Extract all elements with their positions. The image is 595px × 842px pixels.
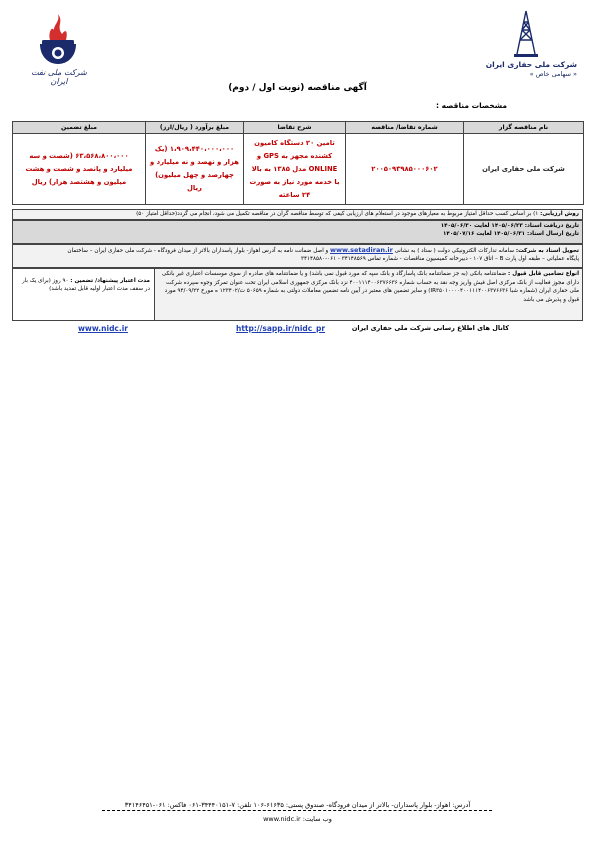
validity-box xyxy=(13,269,155,320)
receive-date: تاریخ دریافت اسناد: ۱۴۰۵/۰۶/۲۳ لغایت ۱۴۰۵/۰۶/۳۰ xyxy=(440,223,579,229)
table-header-row xyxy=(13,122,584,134)
company-name: شرکت ملی حفاری ایران xyxy=(485,60,577,69)
description-cell: تامین ۲۰ دستگاه کامیون کشنده مجهز به GPS و ONLINE مدل ۱۳۸۵ به بالا با خدمه مورد نیاز به صورت ۲۴ ساعته xyxy=(244,134,346,205)
specs-heading: مشخصات مناقصه : xyxy=(435,101,507,110)
guarantee-types-label: انواع تضامین قابل قبول : xyxy=(508,271,579,277)
tender-table xyxy=(12,121,584,205)
nidc-link[interactable]: www.nidc.ir xyxy=(78,324,128,333)
validity-text: ۹۰ روز (برای یک بار در سقف مدت اعتبار اولیه قابل تمدید باشد) xyxy=(21,278,150,292)
send-date: تاریخ ارسال اسناد: ۱۴۰۵/۰۶/۳۱ لغایت ۱۴۰۵/۰۷/۱۶ xyxy=(443,231,579,237)
page-title: آگهی مناقصه (نوبت اول / دوم) xyxy=(228,83,367,93)
col-guarantee: مبلغ تضمین xyxy=(13,122,146,134)
guarantee-types xyxy=(154,269,582,320)
drilling-rig-icon xyxy=(513,10,539,58)
evaluation-text: ۱) بر اساس کسب حداقل امتیاز مربوط به معیارهای موجود در استعلام های ارزیابی کیفی که توسط مناقصه گران در مناقصه تکمیل می شود، انجام می گردد(حداقل امتیاز ۵۰) xyxy=(136,211,539,217)
nioc-logo-text: شرکت ملی نفت ایران xyxy=(31,68,87,86)
delivery-row xyxy=(12,244,583,268)
setadiran-link[interactable]: www.setadiran.ir xyxy=(330,246,393,254)
footer-address: آدرس: اهواز- بلوار پاسداران- بالاتر از میدان فرودگاه- صندوق پستی: ۶۱۶۳۵-۱۰۶ تلفن: ۷-۳۴۴۴۰۱۵۱-۰۶۱ فاکس: ۰۶۱-۳۴۱۴۶۴۵۱ xyxy=(124,801,471,809)
delivery-text: سامانه تدارکات الکترونیکی دولت ( ستاد ) به نشانی xyxy=(394,248,515,254)
dates-row xyxy=(12,220,583,244)
sapp-link[interactable]: http://sapp.ir/nidc_pr xyxy=(236,324,326,333)
col-number: شماره تقاضا/ مناقصه xyxy=(346,122,464,134)
nioc-logo xyxy=(18,10,98,86)
col-description: شرح تقاضا xyxy=(244,122,346,134)
guarantee-types-text: ضمانتنامه بانکی (به جز ضمانتنامه بانک پاسارگاد و بانک سپه که مورد قبول نمی باشد) و یا ضمانتنامه های صادره از سوی موسسات اعتباری غیر بانکی دارای مجوز فعالیت از بانک مرکزی اصل فیش واریز وجه نقد به حساب شماره ۴۰۰۱۱۱۴۰۰۶۳۷۶۶۳۶ نزد بانک مرکزی جمهوری اسلامی ایران تحت عنوان تمرکز وجوه سپرده شرکت ملی حفاری ایران (شماره شبا IR۳۵۰۱۰۰۰۰۴۰۰۱۱۱۴۰۰۶۳۷۶۶۳۶) و سایر تضمین های معتبر در آیین نامه تضمین معاملات دولتی به شماره ۵۰۶۵۹ ت/۱۲۳۴۰۲ ه مورخ ۹۴/۰۹/۲۲ مورد قبول و پذیرش می باشد xyxy=(161,271,579,303)
estimate-cell: ۱،۹۰۹،۴۴۰،۰۰۰،۰۰۰ (یک هزار و نهصد و نه میلیارد و چهارصد و چهل میلیون) ریال xyxy=(146,134,244,205)
tender-number-cell: ۲۰۰۵۰۹۳۹۸۵۰۰۰۶۰۲ xyxy=(346,134,464,205)
footer-website: وب سایت: www.nidc.ir xyxy=(263,815,332,823)
delivery-text-after: و اصل ضمانت نامه به آدرس اهواز- بلوار پاسداران بالاتر از میدان فرودگاه - شرکت ملی حفاری ایران – ساختمان xyxy=(67,248,329,254)
organizer-cell: شرکت ملی حفاری ایران xyxy=(464,134,584,205)
footer-divider xyxy=(102,810,492,811)
guarantee-amount-cell: ۶۳،۵۶۸،۸۰۰،۰۰۰ (شصت و سه میلیارد و پانصد و شصت و هشت میلیون و هشتصد هزار) ریال xyxy=(13,134,146,205)
delivery-label: تحویل اسناد به شرکت: xyxy=(515,248,579,254)
col-organizer: نام مناقصه گزار xyxy=(464,122,584,134)
evaluation-row xyxy=(12,209,583,220)
company-type: « سهامی خاص » xyxy=(529,70,577,78)
validity-label: مدت اعتبار پیشنهاد/ تضمین : xyxy=(70,278,150,284)
guarantee-section xyxy=(12,268,583,321)
delivery-address: پایگاه عملیاتی – طبقه اول پارت B – اتاق ۱۰۷ - دبیرخانه کمیسیون مناقصات - شماره تماس ۳۴۱۴۸۵۶۹ - ۰۶۱-۳۴۱۴۸۵۸۰ xyxy=(301,256,579,262)
channels-label: کانال های اطلاع رسانی شرکت ملی حفاری ایران xyxy=(351,324,509,332)
col-estimate: مبلغ برآورد ( ریال/ارز) xyxy=(146,122,244,134)
table-row xyxy=(13,134,584,205)
evaluation-label: روش ارزیابی: xyxy=(540,211,579,217)
nidc-logo xyxy=(447,8,577,78)
